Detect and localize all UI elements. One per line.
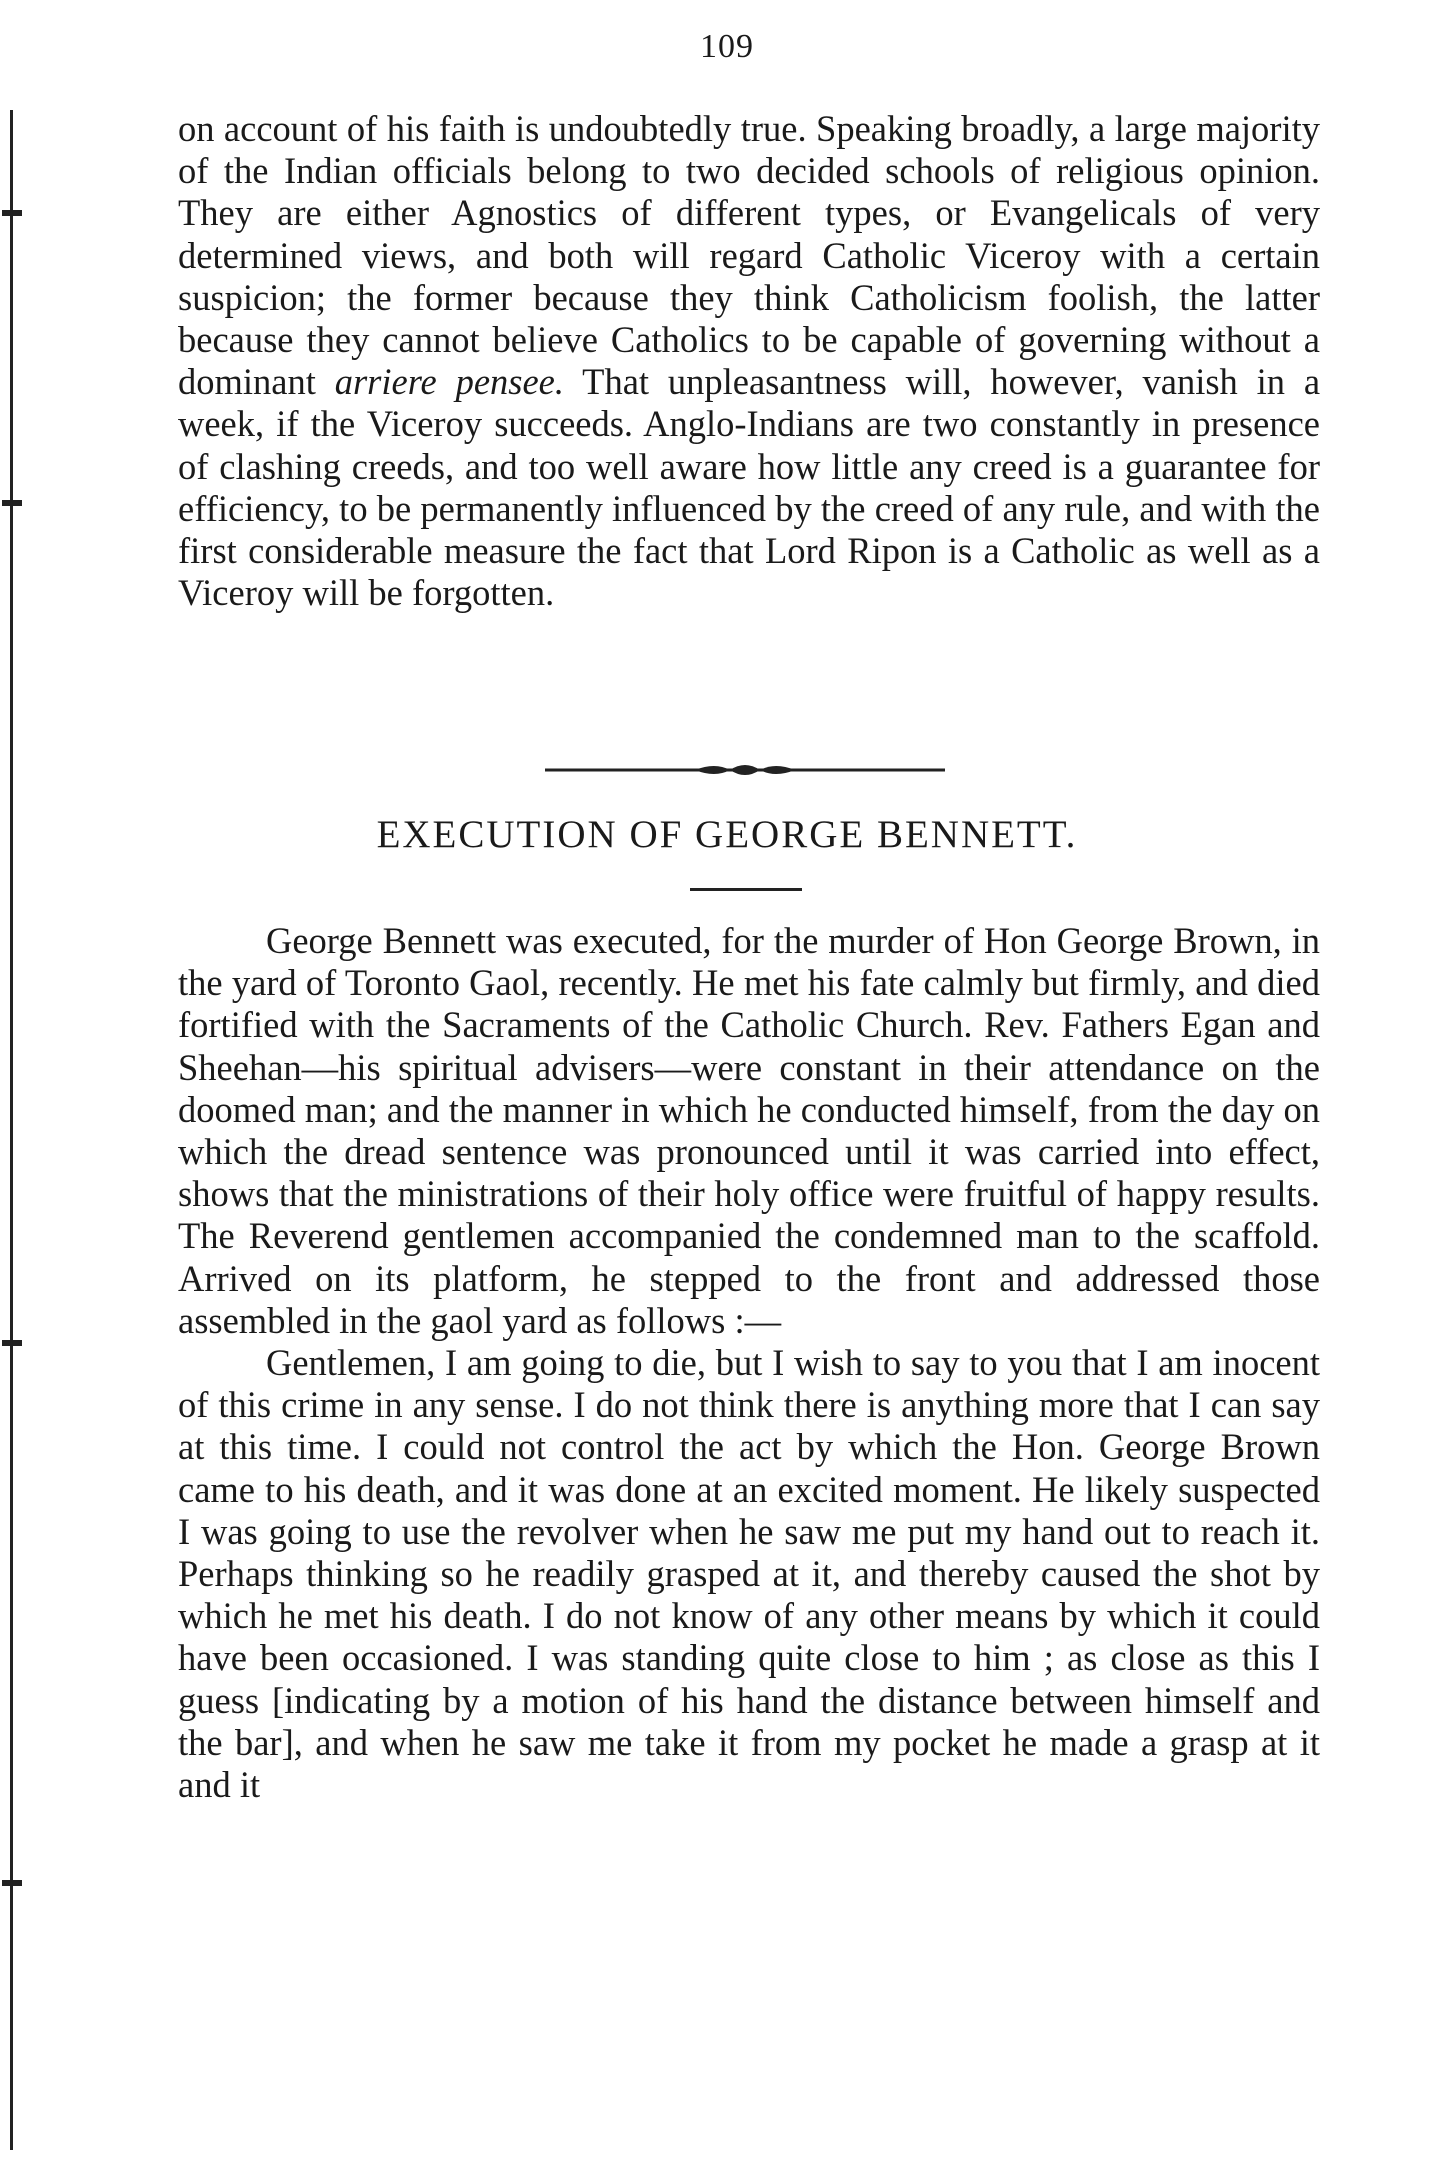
margin-tick — [2, 1880, 22, 1886]
lead-italic-phrase: arriere pensee. — [334, 361, 565, 403]
lead-article-continuation — [178, 108, 1320, 614]
margin-binding-line — [10, 110, 13, 2150]
margin-tick — [2, 500, 22, 506]
lead-text-after: That unpleasantness will, however, vanish in a week, if the Viceroy succeeds. Anglo-Indians are two constantly in presence of clashing creeds, and too well aware how little any creed is a guarantee for efficiency, to be permanently influenced by the creed of any rule, and with the first considerable measure the fact that Lord Ripon is a Catholic as well as a Viceroy will be forgotten. — [178, 361, 1321, 614]
lead-paragraph — [178, 108, 1320, 614]
article-body — [178, 920, 1320, 1806]
quoted-speech-paragraph: Gentlemen, I am going to die, but I wish to say to you that I am inocent of this crime in any sense. I do not think there is anything more that I can say at this time. I could not control the act by which the Hon. George Brown came to his death, and it was done at an excited moment. He likely suspected I was going to use the revolver when he saw me put my hand out to reach it. Perhaps thinking so he readily grasped at it, and thereby caused the shot by which he met his death. I do not know of any other means by which it could have been occasioned. I was standing quite close to him ; as close as this I guess [indicating by a motion of his hand the distance between himself and the bar], and when he saw me take it from my pocket he made a grasp at it and it — [178, 1342, 1320, 1806]
article-title: EXECUTION OF GEORGE BENNETT. — [376, 813, 1078, 856]
section-divider-ornament — [545, 760, 945, 780]
article-paragraph: George Bennett was executed, for the murder of Hon George Brown, in the yard of Toronto Gaol, recently. He met his fate calmly but firmly, and died fortified with the Sacraments of the Catholic Church. Rev. Fathers Egan and Sheehan—his spiritual advisers—were constant in their attendance on the doomed man; and the manner in which he conducted himself, from the day on which the dread sentence was pronounced until it was carried into effect, shows that the ministrations of their holy office were fruitful of happy results. The Reverend gentlemen accompanied the condemned man to the scaffold. Arrived on its platform, he stepped to the front and addressed those assembled in the gaol yard as follows :— — [178, 920, 1320, 1341]
title-underline-rule — [690, 888, 802, 891]
page-number: 109 — [700, 28, 754, 65]
margin-tick — [2, 210, 22, 216]
lead-text-before: on account of his faith is undoubtedly true. Speaking broadly, a large majority of the Indian officials belong to two decided schools of religious opinion. They are either Agnostics of different types, or Evangelicals of very determined views, and both will regard Catholic Viceroy with a certain suspicion; the former because they think Catholicism foolish, the latter because they cannot believe Catholics to be capable of governing without a dominant — [178, 108, 1320, 403]
margin-tick — [2, 1340, 22, 1346]
